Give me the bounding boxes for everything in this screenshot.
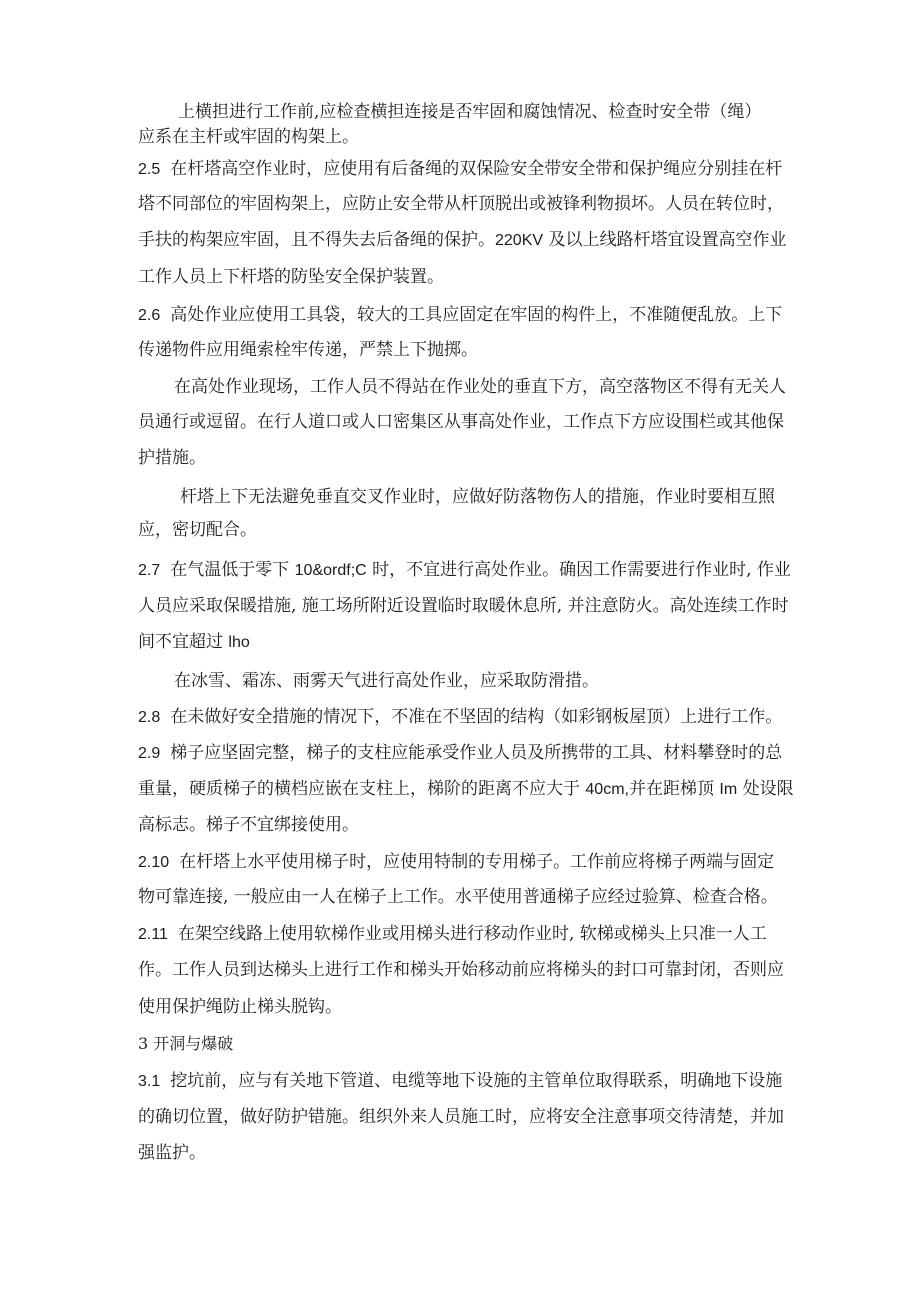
clause-text: 在杆塔高空作业时，应使用有后备绳的双保险安全带安全带和保护绳应分别挂在杆 [170, 159, 783, 179]
clause-2-5-line-3 [138, 228, 786, 253]
clause-2-11-line-2: 作。工作人员到达梯头上进行工作和梯头开始移动前应将梯头的封口可靠封闭，否则应 [138, 960, 784, 980]
clause-text: 在架空线路上使用软梯作业或用梯头进行移动作业时, 软梯或梯头上只准一人工 [177, 924, 767, 944]
paragraph-ice-line-1: 在冰雪、霜冻、雨雾天气进行高处作业，应采取防滑措。 [174, 671, 599, 691]
clause-2-8-line-1 [138, 705, 782, 730]
duration-value: lho [228, 634, 250, 651]
clause-3-1-line-2: 的确切位置，做好防护错施。组织外来人员施工时，应将安全注意事项交待清楚，并加 [138, 1107, 784, 1127]
clause-2-7-line-1 [138, 558, 791, 583]
section-3-title: 3 开洞与爆破 [138, 1034, 234, 1053]
paragraph-crossarm-line-1: 上横担进行工作前,应检查横担连接是否牢固和腐蚀情况、检查时安全带（绳） [178, 102, 762, 122]
height-value: Im [719, 781, 738, 798]
clause-2-11-line-1 [138, 922, 767, 947]
clause-number: 2.7 [138, 562, 161, 579]
paragraph-site-line-1: 在高处作业现场，工作人员不得站在作业处的垂直下方，高空落物区不得有无关人 [174, 377, 786, 397]
clause-2-9-line-1 [138, 741, 782, 766]
clause-2-9-line-3: 高标志。梯子不宜绑接使用。 [138, 815, 359, 835]
clause-2-5-line-4: 工作人员上下杆塔的防坠安全保护装置。 [138, 267, 444, 287]
paragraph-site-line-3: 护措施。 [138, 448, 206, 468]
clause-text: 高处作业应使用工具袋，较大的工具应固定在牢固的构件上，不准随便乱放。上下 [170, 305, 783, 325]
clause-text: 处设限 [737, 779, 794, 799]
clause-text: 梯子应坚固完整，梯子的支柱应能承受作业人员及所携带的工具、材料攀登时的总 [170, 743, 783, 763]
paragraph-cross-line-1: 杆塔上下无法避免垂直交叉作业时，应做好防落物伤人的措施，作业时要相互照 [180, 487, 775, 507]
clause-text: 在气温低于零下 [170, 560, 295, 580]
clause-text: 在杆塔上水平使用梯子时，应使用特制的专用梯子。工作前应将梯子两端与固定 [179, 852, 775, 872]
clause-number: 2.6 [138, 307, 161, 324]
clause-2-11-line-3: 使用保护绳防止梯头脱钩。 [138, 997, 342, 1017]
voltage-value: 220KV [495, 232, 544, 249]
clause-text: 重量，硬质梯子的横档应嵌在支柱上，梯阶的距离不应大于 [138, 779, 586, 799]
clause-2-10-line-2: 物可靠连接, 一般应由一人在梯子上工作。水平使用普通梯子应经过验算、检查合格。 [138, 887, 778, 907]
clause-2-5-line-2: 塔不同部位的牢固构架上，应防止安全带从杆顶脱出或被锋利物损坏。人员在转位时， [138, 194, 784, 214]
clause-2-6-line-2: 传递物件应用绳索栓牢传递，严禁上下抛掷。 [138, 340, 478, 360]
paragraph-site-line-2: 员通行或逗留。在行人道口或人口密集区从事高处作业，工作点下方应设围栏或其他保 [138, 412, 784, 432]
clause-3-1-line-1 [138, 1069, 782, 1094]
clause-number: 3.1 [138, 1073, 161, 1090]
clause-text: 及以上线路杆塔宜设置高空作业 [543, 230, 787, 250]
paragraph-cross-line-2: 应，密切配合。 [138, 520, 257, 540]
clause-text: 并在距梯顶 [628, 779, 720, 799]
clause-2-9-line-2 [138, 777, 794, 802]
clause-number: 2.9 [138, 745, 161, 762]
clause-text: 间不宜超过 [138, 632, 229, 652]
distance-value: 40cm, [585, 781, 629, 798]
clause-number: 2.5 [138, 161, 161, 178]
clause-3-1-line-3: 强监护。 [138, 1143, 206, 1163]
clause-number: 2.11 [138, 926, 168, 943]
clause-text: 在未做好安全措施的情况下，不准在不坚固的结构（如彩钢板屋顶）上进行工作。 [170, 707, 783, 727]
clause-text: 挖坑前，应与有关地下管道、电缆等地下设施的主管单位取得联系，明确地下设施 [170, 1071, 783, 1091]
clause-2-7-line-3 [138, 630, 250, 655]
clause-2-6-line-1 [138, 303, 782, 328]
clause-2-7-line-2: 人员应采取保暖措施, 施工场所附近设置临时取暖休息所, 并注意防火。高处连续工作时 [138, 596, 789, 616]
clause-number: 2.8 [138, 709, 161, 726]
clause-2-10-line-1 [138, 850, 774, 875]
temperature-value: 10&ordf;C [294, 562, 367, 579]
paragraph-crossarm-line-2: 应系在主杆或牢固的构架上。 [138, 127, 359, 147]
clause-number: 2.10 [138, 854, 170, 871]
clause-2-5-line-1 [138, 157, 782, 182]
clause-text: 时，不宜进行高处作业。确因工作需要进行作业时, 作业 [366, 560, 791, 580]
clause-text: 手扶的构架应牢固，且不得失去后备绳的保护。 [138, 230, 495, 250]
